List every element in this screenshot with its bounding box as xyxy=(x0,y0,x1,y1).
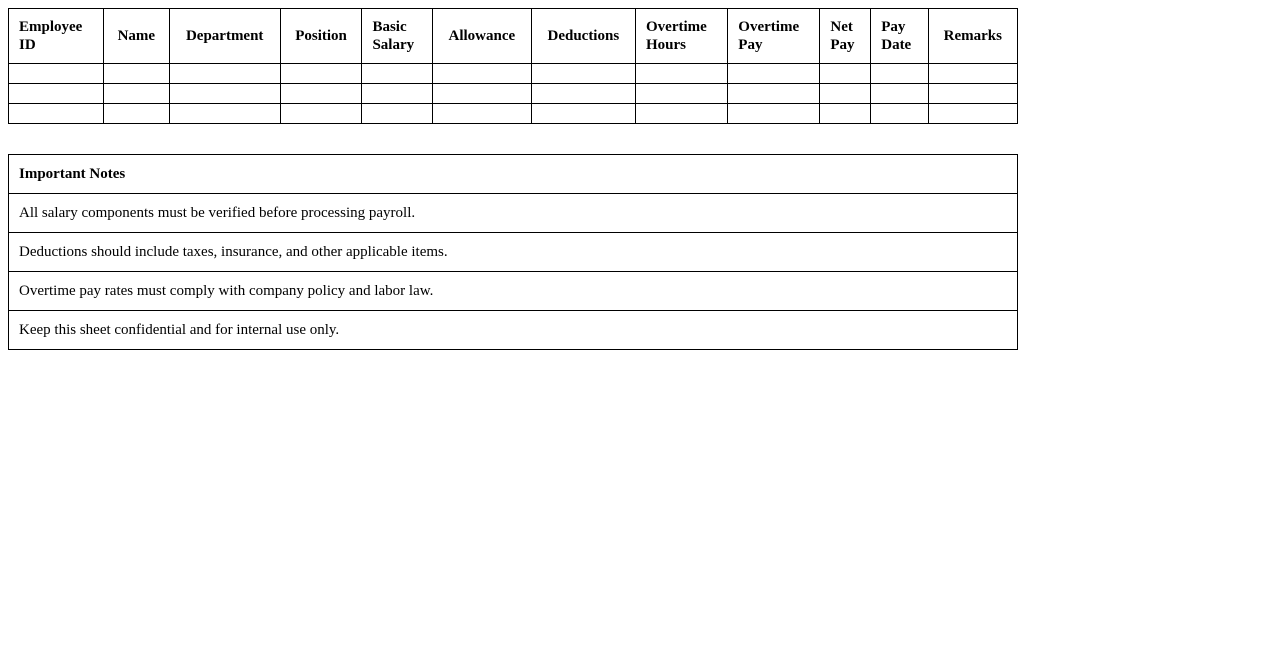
table-cell[interactable] xyxy=(432,104,531,124)
notes-table-header xyxy=(9,155,1018,194)
table-cell[interactable] xyxy=(169,64,280,84)
table-cell[interactable] xyxy=(103,84,169,104)
table-cell[interactable] xyxy=(871,84,928,104)
table-cell[interactable] xyxy=(728,104,820,124)
table-cell[interactable] xyxy=(280,104,362,124)
table-cell[interactable] xyxy=(432,84,531,104)
table-cell[interactable] xyxy=(362,64,433,84)
table-cell[interactable] xyxy=(9,84,104,104)
table-cell[interactable] xyxy=(280,64,362,84)
table-cell[interactable] xyxy=(928,84,1017,104)
payroll-table-header xyxy=(9,9,1018,64)
payroll-table xyxy=(8,8,1018,124)
table-cell[interactable] xyxy=(432,64,531,84)
table-cell[interactable] xyxy=(531,104,635,124)
table-cell[interactable] xyxy=(9,104,104,124)
header-basic-salary: Basic Salary xyxy=(362,9,433,64)
table-cell[interactable] xyxy=(636,104,728,124)
header-overtime-pay: Overtime Pay xyxy=(728,9,820,64)
table-cell[interactable] xyxy=(820,64,871,84)
table-cell[interactable] xyxy=(928,104,1017,124)
header-net-pay: Net Pay xyxy=(820,9,871,64)
header-department: Department xyxy=(169,9,280,64)
table-row xyxy=(9,64,1018,84)
table-cell[interactable] xyxy=(362,84,433,104)
header-overtime-hours: Overtime Hours xyxy=(636,9,728,64)
table-cell[interactable] xyxy=(820,84,871,104)
table-cell[interactable] xyxy=(362,104,433,124)
list-item xyxy=(9,194,1018,233)
list-item xyxy=(9,272,1018,311)
table-cell[interactable] xyxy=(871,64,928,84)
table-cell[interactable] xyxy=(871,104,928,124)
table-row xyxy=(9,104,1018,124)
header-remarks: Remarks xyxy=(928,9,1017,64)
table-cell[interactable] xyxy=(169,84,280,104)
list-item xyxy=(9,233,1018,272)
header-position: Position xyxy=(280,9,362,64)
table-cell[interactable] xyxy=(636,64,728,84)
list-item xyxy=(9,311,1018,350)
header-deductions: Deductions xyxy=(531,9,635,64)
note-text: Keep this sheet confidential and for internal use only. xyxy=(9,311,1018,350)
payroll-table-body xyxy=(9,64,1018,124)
table-row xyxy=(9,84,1018,104)
header-pay-date: Pay Date xyxy=(871,9,928,64)
table-cell[interactable] xyxy=(103,64,169,84)
note-text: Overtime pay rates must comply with company policy and labor law. xyxy=(9,272,1018,311)
notes-title-row xyxy=(9,155,1018,194)
table-cell[interactable] xyxy=(928,64,1017,84)
table-cell[interactable] xyxy=(728,84,820,104)
table-cell[interactable] xyxy=(169,104,280,124)
header-name: Name xyxy=(103,9,169,64)
table-cell[interactable] xyxy=(728,64,820,84)
notes-table-body xyxy=(9,194,1018,350)
table-cell[interactable] xyxy=(103,104,169,124)
header-row xyxy=(9,9,1018,64)
table-cell[interactable] xyxy=(9,64,104,84)
table-cell[interactable] xyxy=(636,84,728,104)
notes-table xyxy=(8,154,1018,350)
note-text: All salary components must be verified before processing payroll. xyxy=(9,194,1018,233)
table-cell[interactable] xyxy=(280,84,362,104)
table-cell[interactable] xyxy=(531,64,635,84)
notes-title: Important Notes xyxy=(9,155,1018,194)
table-cell[interactable] xyxy=(820,104,871,124)
note-text: Deductions should include taxes, insurance, and other applicable items. xyxy=(9,233,1018,272)
table-cell[interactable] xyxy=(531,84,635,104)
header-allowance: Allowance xyxy=(432,9,531,64)
header-employee-id: Employee ID xyxy=(9,9,104,64)
